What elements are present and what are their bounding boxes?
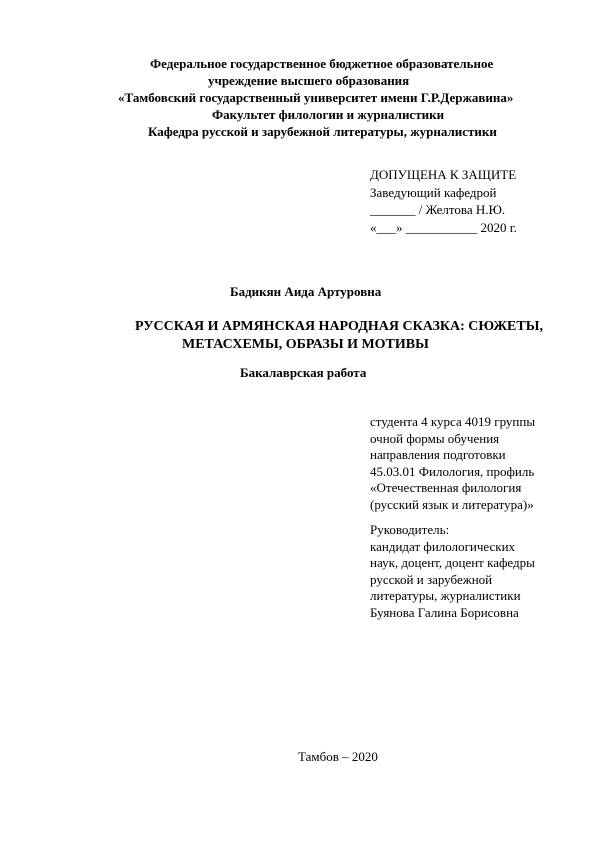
work-title-line-2: МЕТАСХЕМЫ, ОБРАЗЫ И МОТИВЫ [182,337,429,352]
header-line-institution-type: учреждение высшего образования [208,73,410,88]
supervisor-line: наук, доцент, доцент кафедры [370,555,535,570]
supervisor-label: Руководитель: [370,522,450,537]
header-line-department: Кафедра русской и зарубежной литературы, журналистики [148,124,497,139]
supervisor-line: литературы, журналистики [370,588,521,603]
student-info-line: 45.03.01 Филология, профиль [370,463,535,479]
student-info-line: (русский язык и литература)» [370,496,534,512]
student-info-line: очной формы обучения [370,430,500,446]
supervisor-line: кандидат филологических [370,538,516,554]
student-info-line: направления подготовки [370,447,506,462]
student-info-line: «Отечественная филология [370,480,522,495]
work-title-line-1: РУССКАЯ И АРМЯНСКАЯ НАРОДНАЯ СКАЗКА: СЮЖЕТЫ, [135,319,543,334]
approval-date: «___» ___________ 2020 г. [370,219,517,235]
header-line-faculty: Факультет филологии и журналистики [212,107,445,122]
supervisor-name: Буянова Галина Борисовна [370,604,519,620]
supervisor-line: русской и зарубежной [370,571,493,587]
header-line-ministry: Федеральное государственное бюджетное образовательное [150,56,494,71]
supervisor-block [370,522,535,621]
footer-city-year: Тамбов – 2020 [298,749,378,764]
author-name: Бадикян Аида Артуровна [230,284,382,299]
approval-signature: _______ / Желтова Н.Ю. [370,202,506,217]
work-type: Бакалаврская работа [240,365,367,380]
approval-position: Заведующий кафедрой [370,184,497,200]
approval-title: ДОПУЩЕНА К ЗАЩИТЕ [370,167,517,182]
student-info-block [370,414,535,513]
approval-block [370,166,517,236]
header-line-university: «Тамбовский государственный университет имени Г.Р.Державина» [118,90,514,105]
student-info-line: студента 4 курса 4019 группы [370,414,536,429]
